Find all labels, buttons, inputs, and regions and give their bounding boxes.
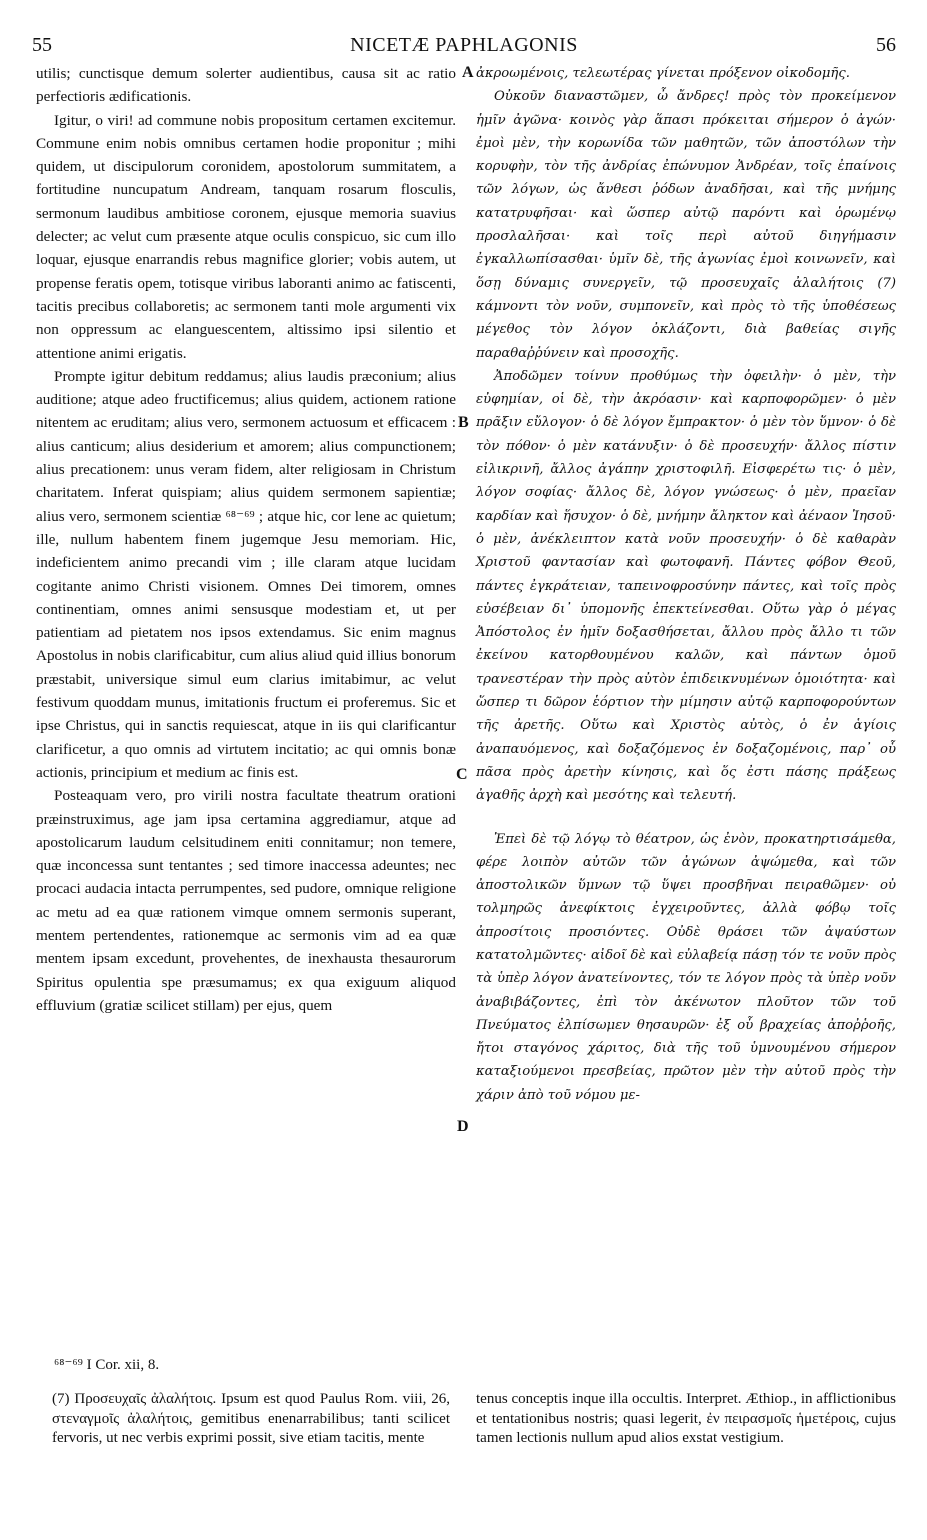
greek-paragraph: Ἐπεὶ δὲ τῷ λόγῳ τὸ θέατρον, ὡς ἐνὸν, προκατηρτισάμεθα, φέρε λοιπὸν αὐτῶν τῶν ἀγώνων ἀψώμεθα, καὶ τῶν ἀποστολικῶν ὕμνων τῷ ὕψει προσβῆναι πειραθῶμεν· οὐ τολμηρῶς ἀνεφίκτοις ἐγχειροῦντες, ἀλλὰ φόβῳ τοῖς ἀπροσίτοις προσιόντες. Οὐδὲ θράσει τῶν ἀψαύστων κατατολμῶντες· αἰδοῖ δὲ καὶ εὐλαβείᾳ πάσῃ τόν τε νοῦν πρὸς τὰ ὑπὲρ λόγον ἀνατείνοντες, τόν τε λόγον πρὸς τὰ ὑπὲρ νοῦν ἀναβιβάζοντες, ἐπὶ τὸν ἀκένωτον πλοῦτον τῶν τοῦ Πνεύματος ἐλπίσωμεν θησαυρῶν· ἐξ οὗ βραχείας ἀποῤῥοῆς, ἤτοι σταγόνος χάριτος, διὰ τῆς τοῦ ὑμνουμένου σήμερον καταξιούμενοι πρεσβείας, πρῶτον μὲν τὴν αὐτοῦ πρὸς τὴν χάριν ἀπὸ τοῦ νόμου με- (476, 831, 896, 1103)
latin-paragraph: Igitur, o viri! ad commune nobis propositum certamen excitemur. Commune enim nobis omnibus certamen hodie proponitur ; mihi quidem, ut discipulorum coronidem, apostolorum summitatem, a fortitudine nuncupatum Andream, tanquam rosarum flosculis, sermonum laudibus ambitiose coronem, ejusque memoria suavius delecter; ac velut cum præsente atque oculis conspicuo, sic cum illo loquar, ejusque enarrandis rebus magnifice glorier; vobis autem, ut propense feratis opem, totisque viribus laboranti animo ac fatiscenti, tacitis precibus collaboretis; ac sermonem tanti mole argumenti vix non oppressum ac elanguescentem, altissimo ipsi silentio et attentione animi erigatis. (36, 111, 456, 362)
scripture-reference-note: ⁶⁸⁻⁶⁹ I Cor. xii, 8. (54, 1357, 160, 1373)
greek-paragraph: Ἀποδῶμεν τοίνυν προθύμως τὴν ὀφειλὴν· ὁ μὲν, τὴν εὐφημίαν, οἱ δὲ, τὴν ἀκρόασιν· καὶ καρποφορῶμεν· ὁ μὲν πρᾶξιν εὔλογον· ὁ δὲ λόγον ἔμπρακτον· ὁ μὲν τὸν ὕμνον· ὁ δὲ τὸν πόθον· ὁ μὲν κατάνυξιν· ὁ δὲ προσευχήν· ἄλλος πίστιν εἰλικρινῆ, ἄλλος ἀγάπην χριστοφιλῆ. Εἰσφερέτω τις· ὁ μὲν, λόγον σοφίας· ἄλλος δὲ, λόγον γνώσεως· ὁ μὲν, πραεῖαν καρδίαν καὶ ἥσυχον· ὁ δὲ, μνήμην ἄληκτον καὶ ἀέναον Ἰησοῦ· ὁ μὲν, ἀνέκλειπτον κατὰ νοῦν προσευχήν· ὁ δὲ καθαρὰν Χριστοῦ φαντασίαν καὶ φωτοφανῆ. Πάντες φόβον Θεοῦ, πάντες ἐγκράτειαν, ταπεινοφροσύνην πάντες, καὶ τοῖς πρὸς εὐσέβειαν δι᾽ ὑπομονῆς ἐπεκτείνεσθαι. Οὕτω γὰρ ὁ μέγας Ἀπόστολος ἐν ἡμῖν δοξασθήσεται, ἄλλου πρὸς ἄλλο τι τῶν ἐκείνου κατορθουμένου καλῶν, καὶ πάντων ὁμοῦ τρανεστέραν τὴν πρὸς αὐτὸν ἐπιδεικνυμένων ὁμοιότητα· καὶ ὥσπερ τι δῶρον ἑόρτιον τὴν μίμησιν αὐτῷ καρποφορούντων τῆς ἀρετῆς. Οὕτω καὶ Χριστὸς αὐτὸς, ὁ ἐν ἁγίοις ἀναπαυόμενος, καὶ δοξαζόμενος ἐν δοξαζομένοις, παρ᾽ οὗ πᾶσα πρὸς ἀρετὴν κίνησις, καὶ ὅς ἐστι πάσης πράξεως ἀγαθῆς ἀρχὴ καὶ μεσότης καὶ τελευτή. (476, 368, 896, 804)
latin-paragraph: utilis; cunctisque demum solerter audientibus, causa sit ac ratio perfectioris ædificationis. (36, 65, 456, 106)
footnote-right (476, 1390, 896, 1449)
greek-paragraph: Οὐκοῦν διαναστῶμεν, ὦ ἄνδρες! πρὸς τὸν προκείμενον ἡμῖν ἀγῶνα· κοινὸς γὰρ ἅπασι πρόκειται σήμερον ὁ ἀγών· ἐμοὶ μὲν, τὴν κορωνίδα τῶν μαθητῶν, τῶν ἀποστόλων τὴν κορυφὴν, τὸν τῆς ἀνδρίας ἐπώνυμον Ἀνδρέαν, τοῖς ἐπαίνοις τῶν λόγων, ὡς ἄνθεσι ῥόδων ἀναδῆσαι, καὶ τῆς μνήμης κατατρυφῆσαι· καὶ ὥσπερ αὐτῷ παρόντι καὶ ὁρωμένῳ προσλαλῆσαι· καὶ τοῖς περὶ αὐτοῦ διηγήμασιν ἐγκαλλωπίσασθαι· ὑμῖν δὲ, τῆς ἀγωνίας ἐμοὶ κοινωνεῖν, καὶ ὅσῃ δύναμις συνεργεῖν, τῷ προσευχαῖς ἀλαλήτοις (7) κάμνοντι τὸν νοῦν, συμπονεῖν, καὶ πρὸς τὸ τῆς ὑποθέσεως μέγεθος τὸν λόγον ὀκλάζοντι, διὰ βαθείας σιγῆς παραθαῤῥύνειν καὶ προσοχῆς. (476, 89, 896, 361)
greek-column (476, 62, 896, 1107)
latin-paragraph: Prompte igitur debitum reddamus; alius laudis præconium; alius auditione; atque adeo fructificemus; alius quidem, actionem ratione nitentem ac eruditam; alius vero, sermonem actuosum et efficacem : alius canticum; alius desiderium et amorem; alius compunctionem; alius precationem: unus veram fidem, alter religiosam in Christum charitatem. Inferat quispiam; alius quidem sermonem sapientiæ; alius vero, sermonem scientiæ ⁶⁸⁻⁶⁹ ; atque hic, cor lene ac quietum; ille, nullum habentem finem jugemque Jesu memoriam. Hic, indeficientem animo precandi vim ; ille claram atque lucidam cogitante animo Christi visionem. Omnes Dei timorem, omnes continentiam, omnes animi sensusque modestiam et, ut per patientiam ad pietatem nos ipsos extendamus. Sic enim magnus Apostolus in nobis clarificabitur, cum alius aliud quid illius bonorum præstabit, universique simul eum clarius imitabimur, ac velut festivum quoddam munus, imitationis fructum ei proferemus. Sic et ipse Christus, qui in sanctis requiescat, atque in iis qui clarificantur clarificetur, a quo omnis ad virtutem incitatio; ac qui omnis bonæ actionis, principium et medium ac finis est. (36, 367, 456, 781)
footnote-text: (7) Προσευχαῖς ἀλαλήτοις. Ipsum est quod Paulus Rom. viii, 26, στεναγμοῖς ἀλαλήτοις, gemitibus enenarrabilibus; tanti scilicet fervoris, ut nec verbis exprimi possit, sive etiam tacitis, mente (52, 1391, 450, 1446)
page-number-right: 56 (876, 34, 896, 56)
latin-column (36, 62, 456, 1017)
running-title: NICETÆ PAPHLAGONIS (350, 34, 578, 56)
margin-letter-c: C (456, 766, 468, 783)
margin-letter-a: A (462, 64, 474, 81)
page-number-left: 55 (32, 34, 52, 56)
greek-paragraph: ἀκροωμένοις, τελεωτέρας γίνεται πρόξενον οἰκοδομῆς. (476, 66, 850, 81)
running-header (32, 34, 896, 62)
footnote-left (52, 1390, 450, 1449)
margin-letter-b: B (458, 414, 469, 431)
latin-paragraph: Posteaquam vero, pro virili nostra facultate theatrum orationi præinstruximus, age jam ipsa certamina aggrediamur, atque ad apostolicarum laudum celsitudinem eniti connitamur; non temere, quæ inconcessa sunt tentantes ; sed timore inaccessa adeuntes; nec procaci audacia intacta perrumpentes, sed pudore, omnique religione ac metu ad ea quæ rationem vimque omnem sermonis superant, mentem pertendentes, rationemque ac sermonis vim ad ea quæ mentem ipsam excedunt, provehentes, de inexhausta thesaurorum Spiritus opulentia spe præsumamus; ex qua exiguum aliquod effluvium (gratiæ scilicet stillam) per ejus, quem (36, 787, 456, 1014)
footnote-text: tenus conceptis inque illa occultis. Interpret. Æthiop., in afflictionibus et tentationibus nostris; quasi legerit, ἐν πειρασμοῖς ἡμετέροις, cujus tamen lectionis nullum apud alios exstat vestigium. (476, 1391, 896, 1446)
margin-letter-d: D (457, 1118, 469, 1135)
